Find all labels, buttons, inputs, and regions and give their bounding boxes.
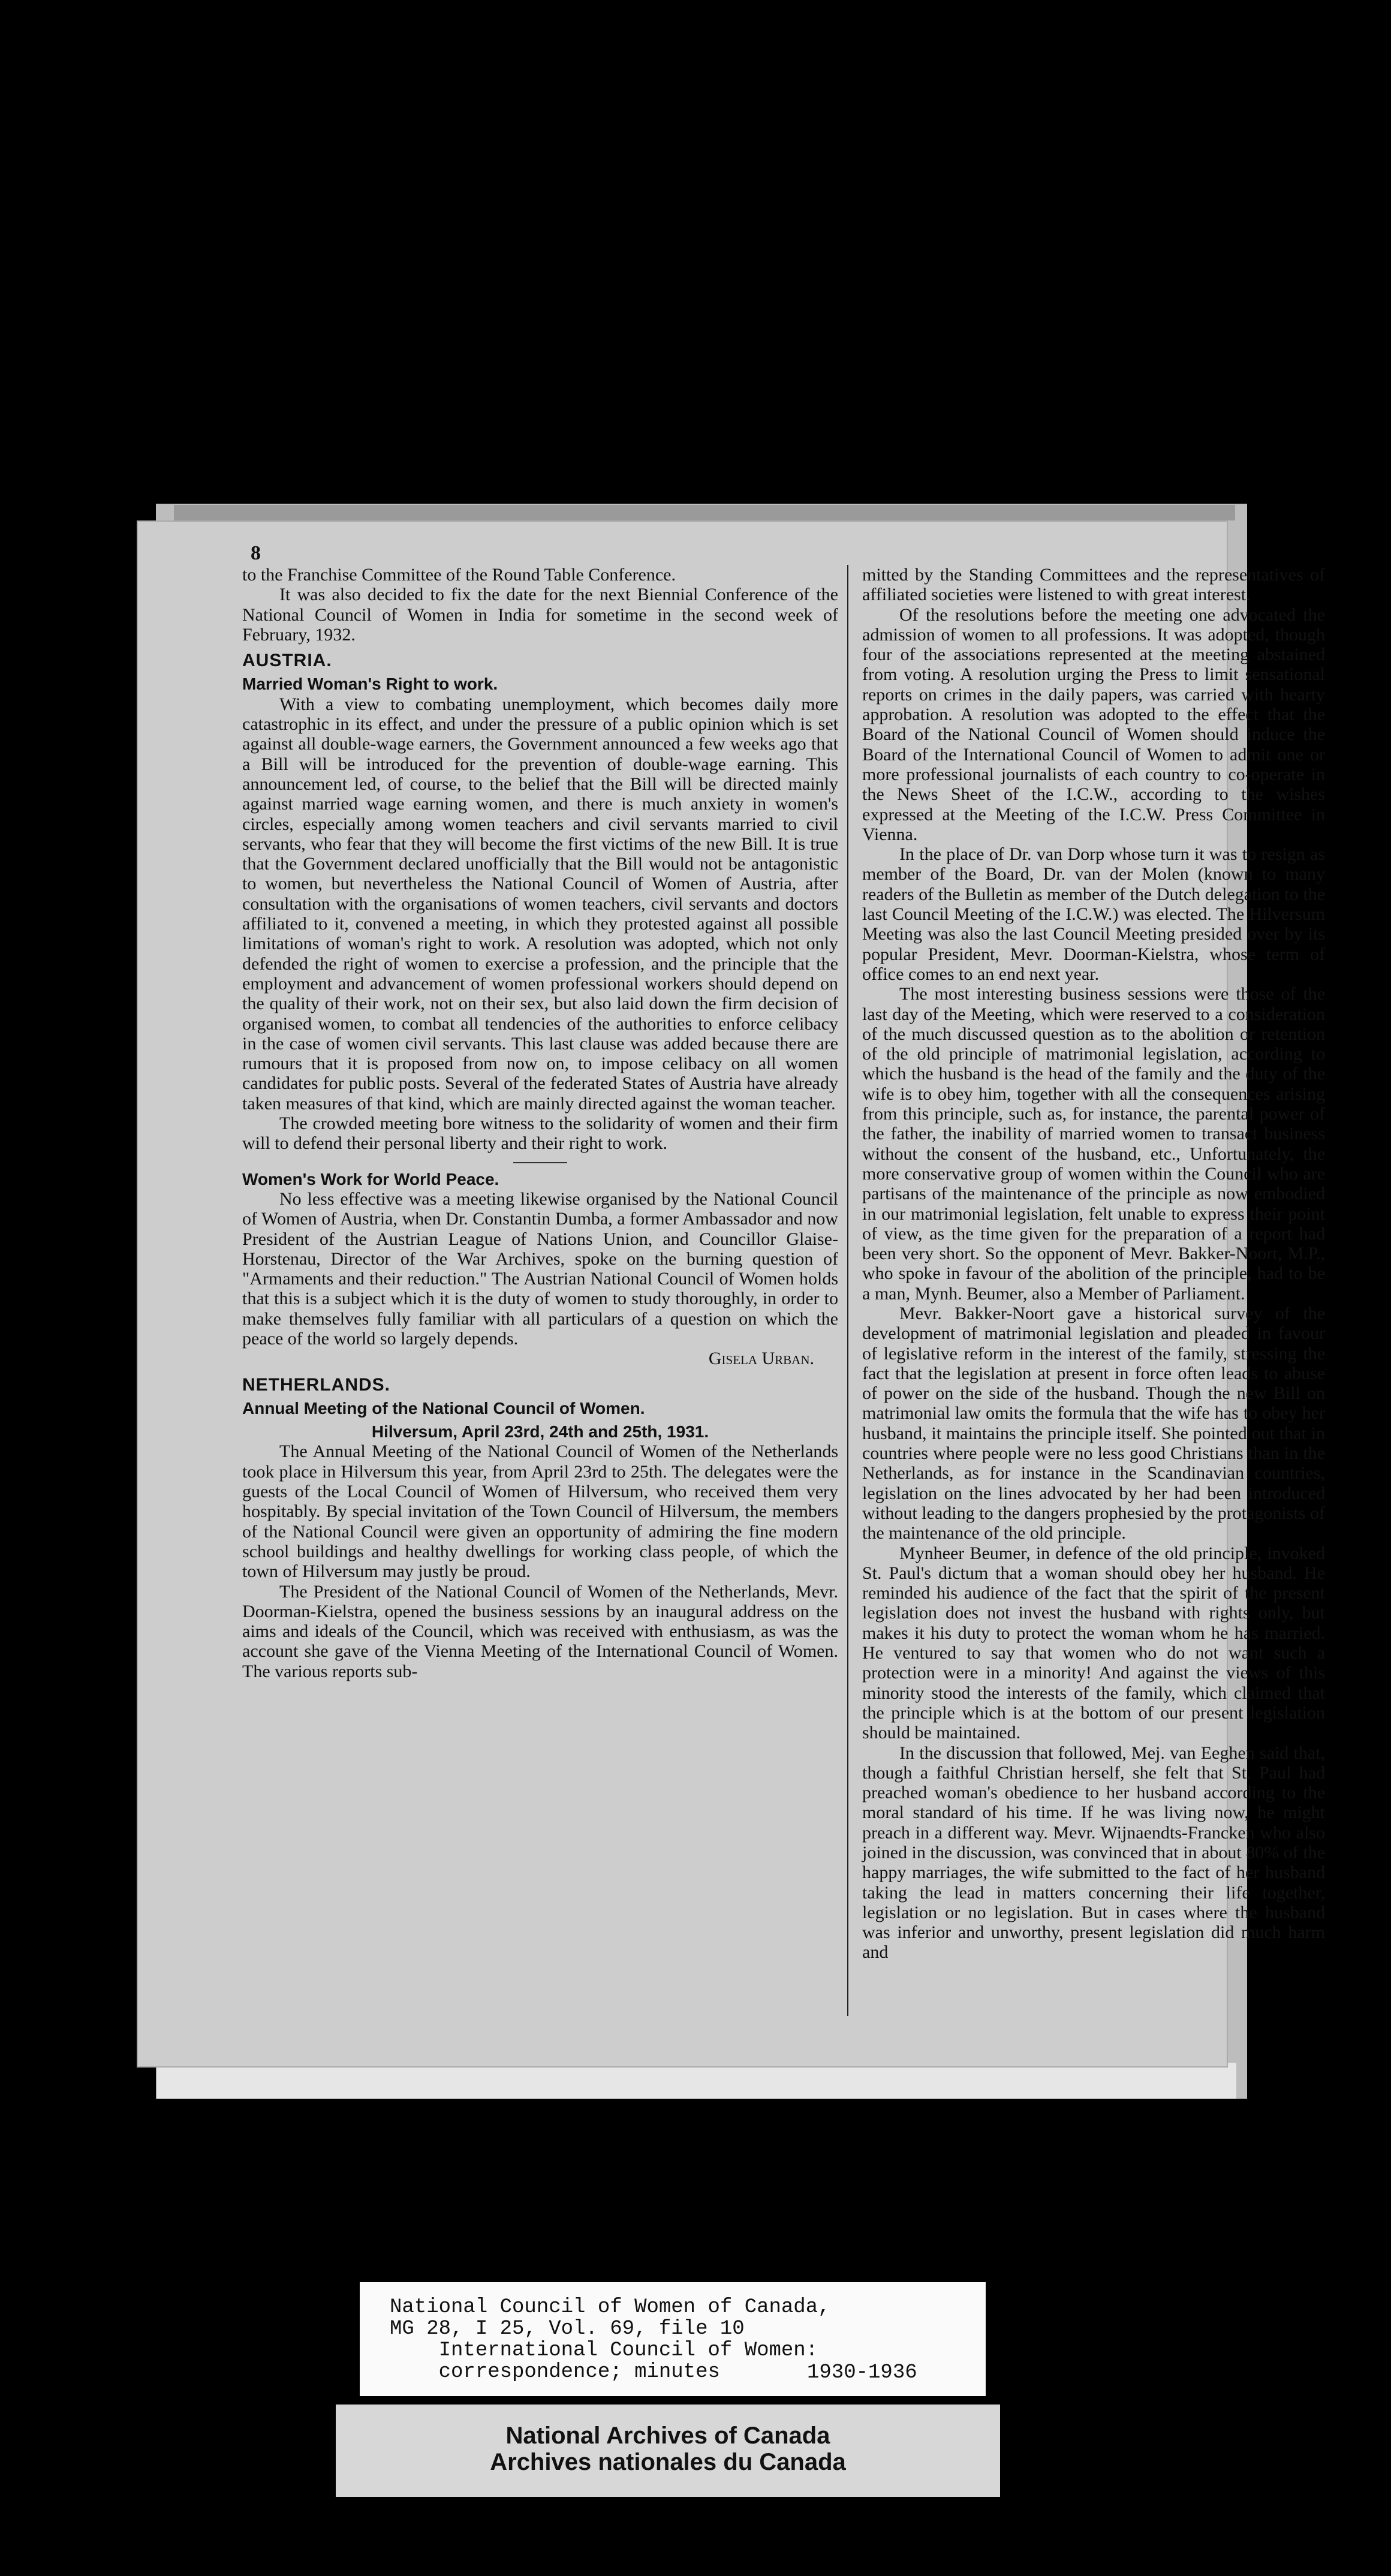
page-number: 8	[251, 542, 261, 564]
paragraph: Mynheer Beumer, in defence of the old principle, invoked St. Paul's dictum that a woman should obey her husband. He reminded his audience of the fact that the spirit of the present legislation does not invest the husband with rights only, but makes it his duty to protect the woman whom he has married. He ventured to say that women who do not want such a protection were in a minority! And against the views of this minority stood the interests of the family, which claimed that the principle which is at the bottom of our present legislation should be maintained.	[862, 1543, 1325, 1743]
paragraph: The most interesting business sessions were those of the last day of the Meeting, which were reserved to a consideration of the much discussed question as to the abolition or retention of the old principle of matrimonial legislation, according to which the husband is the head of the family and the duty of the wife is to obey him, together with all the consequences arising from this principle, such as, for instance, the parental power of the father, the inability of married women to transact business without the consent of the husband, etc., Unfortunately, the more conservative group of women within the Council who are partisans of the maintenance of the principle as now embodied in our matrimonial legislation, felt unable to express their point of view, as the time given for the preparation of a report had been very short. So the opponent of Mevr. Bakker-Noort, M.P., who spoke in favour of the abolition of the principle, had to be a man, Mynh. Beumer, also a Member of Parliament.	[862, 984, 1325, 1304]
paragraph: With a view to combating unemployment, which becomes daily more catastrophic in its effect, and under the pressure of a public opinion which is set against all double-wage earners, the Government announced a few weeks ago that a Bill will be introduced for the prevention of double-wage earning. This announcement led, of course, to the belief that the Bill will be directed mainly against married wage earning women, and there is much anxiety in women's circles, especially among women teachers and civil servants married to civil servants, who fear that they will become the first victims of the new Bill. It is true that the Government declared unofficially that the Bill would not be antagonistic to women, but nevertheless the National Council of Women of Austria, after consultation with the organisations of women teachers, civil servants and doctors affiliated to it, convened a meeting, in which they protested against all possible limitations of woman's right to work. A resolution was adopted, which not only defended the right of women to exercise a profession, and the principle that the employment and advancement of women professional workers should depend on the quality of their work, not on their sex, but also laid down the firm decision of organised women, to combat all tendencies of the authorities to enforce celibacy in the case of women civil servants. This last clause was added because there are rumours that it is proposed from now on, to impose celibacy on all women candidates for public posts. Several of the federated States of Austria have already taken measures of that kind, which are mainly directed against the woman teacher.	[242, 694, 838, 1114]
paragraph: No less effective was a meeting likewise organised by the National Council of Women of Austria, when Dr. Constantin Dumba, a former Ambassador and now President of the Austrian League of Nations Union, and Councillor Glaise-Horstenau, Director of the War Archives, spoke on the burning question of "Armaments and their reduction." The Austrian National Council of Women holds that this is a subject which it is the duty of women to study thoroughly, in order to make themselves fully familiar with all particulars of a question on which the peace of the world so largely depends.	[242, 1188, 838, 1349]
left-column	[242, 565, 838, 1681]
archive-name-french: Archives nationales du Canada	[490, 2449, 846, 2475]
paragraph: In the discussion that followed, Mej. van Eeghen said that, though a faithful Christian herself, she felt that St. Paul had preached woman's obedience to her husband according to the moral standard of his time. If he was living now, he might preach in a different way. Mevr. Wijnaendts-Francken who also joined in the discussion, was convinced that in about 80% of the happy marriages, the wife submitted to the fact of her husband taking the lead in matters concerning their life together, legislation or no legislation. But in cases where the husband was inferior and unworthy, present legislation did much harm and	[862, 1743, 1325, 1963]
label-years: 1930-1936	[807, 2361, 917, 2384]
subheading-annual-meeting: Annual Meeting of the National Council of Women.	[242, 1398, 645, 1418]
subheading-hilversum-dates: Hilversum, April 23rd, 24th and 25th, 1931.	[371, 1422, 709, 1442]
label-line: National Council of Women of Canada,	[390, 2296, 830, 2319]
paragraph: The crowded meeting bore witness to the solidarity of women and their firm will to defend their personal liberty and their right to work.	[242, 1114, 838, 1154]
author-signature: Gisela Urban.	[708, 1349, 814, 1369]
archive-name-english: National Archives of Canada	[505, 2422, 830, 2449]
archive-reference-label	[360, 2282, 986, 2396]
paragraph: Mevr. Bakker-Noort gave a historical survey of the development of matrimonial legislation and pleaded in favour of legislative reform in the interest of the family, stressing the fact that the legislation at present in force often leads to abuse of power on the side of the husband. Though the new Bill on matrimonial law omits the formula that the wife has to obey her husband, it maintains the principle itself. She pointed out that in countries where people were no less good Christians than in the Netherlands, as for instance in the Scandinavian countries, legislation on the lines advocated by her had been introduced without leading to the dangers prophesied by the protagonists of the maintenance of the old principle.	[862, 1303, 1325, 1543]
section-heading-netherlands: NETHERLANDS.	[242, 1374, 391, 1395]
archive-stamp-text	[336, 2422, 1000, 2475]
column-divider	[847, 565, 848, 2016]
page-bottom-edge	[157, 2063, 1236, 2099]
section-heading-austria: AUSTRIA.	[242, 651, 332, 671]
paragraph: to the Franchise Committee of the Round Table Conference.	[242, 565, 676, 585]
paragraph: The President of the National Council of Women of the Netherlands, Mevr. Doorman-Kielstra, opened the business sessions by an inaugural address on the aims and ideals of the Council, which was received with enthusiasm, as was the account she gave of the Vienna Meeting of the International Council of Women. The various reports sub-	[242, 1581, 838, 1681]
subheading-world-peace: Women's Work for World Peace.	[242, 1169, 499, 1188]
document-page	[137, 520, 1325, 2068]
paragraph: It was also decided to fix the date for the next Biennial Conference of the National Council of Women in India for sometime in the second week of February, 1932.	[242, 585, 838, 645]
paragraph: Of the resolutions before the meeting one advocated the admission of women to all professions. It was adopted, though four of the associations represented at the meeting abstained from voting. A resolution urging the Press to limit sensational reports on crimes in the daily papers, was carried with hearty approbation. A resolution was adopted to the effect that the Board of the National Council of Women should induce the Board of the International Council of Women to admit one or more professional journalists of each country to co-operate in the News Sheet of the I.C.W., according to the wishes expressed at the Meeting of the I.C.W. Press Committee in Vienna.	[862, 604, 1325, 844]
subheading-married-woman: Married Woman's Right to work.	[242, 675, 498, 694]
archive-stamp	[336, 2405, 1000, 2497]
paragraph: The Annual Meeting of the National Council of Women of the Netherlands took place in Hilversum this year, from April 23rd to 25th. The delegates were the guests of the Local Council of Women of Hilversum, who received them very hospitably. By special invitation of the Town Council of Hilversum, the members of the National Council were given an opportunity of admiring the fine modern school buildings and healthy dwellings for working class people, of which the town of Hilversum may justly be proud.	[242, 1442, 838, 1582]
label-line: MG 28, I 25, Vol. 69, file 10	[390, 2318, 745, 2340]
paragraph: mitted by the Standing Committees and the representatives of affiliated societies were listened to with great interest.	[862, 565, 1325, 605]
label-line: International Council of Women:	[390, 2339, 818, 2362]
right-column	[862, 565, 1325, 1963]
paragraph: In the place of Dr. van Dorp whose turn it was to resign as member of the Board, Dr. van der Molen (known to many readers of the Bulletin as member of the Dutch delegation to the last Council Meeting of the I.C.W.) was elected. The Hilversum Meeting was also the last Council Meeting presided over by its popular President, Mevr. Doorman-Kielstra, whose term of office comes to an end next year.	[862, 844, 1325, 984]
page-top-edge	[174, 505, 1235, 520]
section-divider	[513, 1162, 567, 1163]
label-line: correspondence; minutes	[390, 2361, 720, 2384]
archive-reference-text	[390, 2297, 830, 2383]
